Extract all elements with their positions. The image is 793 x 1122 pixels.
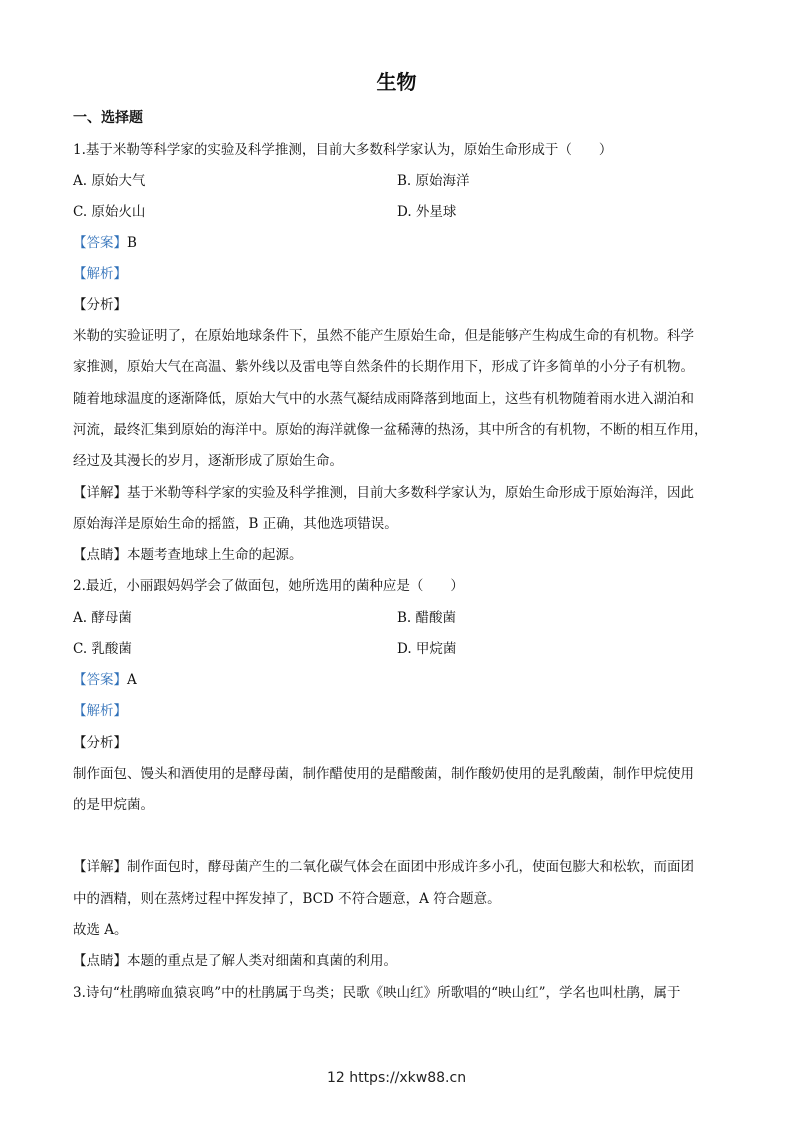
q2-option-d: D. 甲烷菌 bbox=[397, 641, 457, 657]
q2-detail-line: 【详解】制作面包时，酵母菌产生的二氧化碳气体会在面团中形成许多小孔，使面包膨大和松软，而面团 bbox=[73, 859, 694, 875]
q2-option-a: A. 酵母菌 bbox=[73, 610, 132, 626]
q1-fenxi-label: 【分析】 bbox=[73, 297, 127, 313]
q1-option-d: D. 外星球 bbox=[397, 204, 457, 220]
q2-fenxi-label: 【分析】 bbox=[73, 735, 127, 751]
q1-fenxi-line: 家推测，原始大气在高温、紫外线以及雷电等自然条件的长期作用下，形成了许多简单的小分子有机物。 bbox=[73, 359, 694, 375]
q2-option-b: B. 醋酸菌 bbox=[397, 610, 457, 626]
q1-fenxi-line: 米勒的实验证明了，在原始地球条件下，虽然不能产生原始生命，但是能够产生构成生命的有机物。科学 bbox=[73, 328, 694, 344]
q1-dianjing: 【点睛】本题考查地球上生命的起源。 bbox=[73, 547, 303, 563]
q2-detail-line: 中的酒精，则在蒸烤过程中挥发掉了，BCD 不符合题意，A 符合题意。 bbox=[73, 891, 501, 907]
q1-detail-line: 原始海洋是原始生命的摇篮，B 正确，其他选项错误。 bbox=[73, 516, 398, 532]
q1-analysis-label: 【解析】 bbox=[73, 266, 127, 282]
question-1-stem: 1.基于米勒等科学家的实验及科学推测，目前大多数科学家认为，原始生命形成于（ ） bbox=[73, 142, 613, 158]
q1-fenxi-line: 随着地球温度的逐渐降低，原始大气中的水蒸气凝结成雨降落到地面上，这些有机物随着雨水进入湖泊和 bbox=[73, 391, 694, 407]
answer-label: 【答案】 bbox=[73, 672, 127, 688]
question-3-stem: 3.诗句“杜鹃啼血猿哀鸣”中的杜鹃属于鸟类；民歌《映山红》所歌唱的“映山红”，学名也叫杜鹃，属于 bbox=[73, 985, 681, 1001]
answer-value: B bbox=[127, 235, 137, 251]
q1-fenxi-line: 经过及其漫长的岁月，逐渐形成了原始生命。 bbox=[73, 453, 343, 469]
q1-option-b: B. 原始海洋 bbox=[397, 173, 470, 189]
q2-dianjing: 【点睛】本题的重点是了解人类对细菌和真菌的利用。 bbox=[73, 953, 397, 969]
answer-label: 【答案】 bbox=[73, 235, 127, 251]
q2-fenxi-line: 制作面包、馒头和酒使用的是酵母菌，制作醋使用的是醋酸菌，制作酸奶使用的是乳酸菌，制作甲烷使用 bbox=[73, 766, 694, 782]
q2-detail-line: 故选 A。 bbox=[73, 922, 128, 938]
question-2-stem: 2.最近，小丽跟妈妈学会了做面包，她所选用的菌种应是（ ） bbox=[73, 578, 464, 594]
section-heading: 一、选择题 bbox=[73, 110, 143, 126]
page-footer[interactable]: 12 https://xkw88.cn bbox=[326, 1070, 467, 1086]
q2-analysis-label: 【解析】 bbox=[73, 703, 127, 719]
q1-detail-line: 【详解】基于米勒等科学家的实验及科学推测，目前大多数科学家认为，原始生命形成于原始海洋，因此 bbox=[73, 485, 694, 501]
q1-option-a: A. 原始大气 bbox=[73, 173, 146, 189]
answer-value: A bbox=[127, 672, 137, 688]
q2-option-c: C. 乳酸菌 bbox=[73, 641, 132, 657]
q1-answer bbox=[73, 233, 723, 253]
page-title: 生物 bbox=[376, 70, 417, 94]
q1-option-c: C. 原始火山 bbox=[73, 204, 146, 220]
q2-answer bbox=[73, 670, 723, 690]
q1-fenxi-line: 河流，最终汇集到原始的海洋中。原始的海洋就像一盆稀薄的热汤，其中所含的有机物，不断的相互作用， bbox=[73, 422, 708, 438]
q2-fenxi-line: 的是甲烷菌。 bbox=[73, 797, 154, 813]
